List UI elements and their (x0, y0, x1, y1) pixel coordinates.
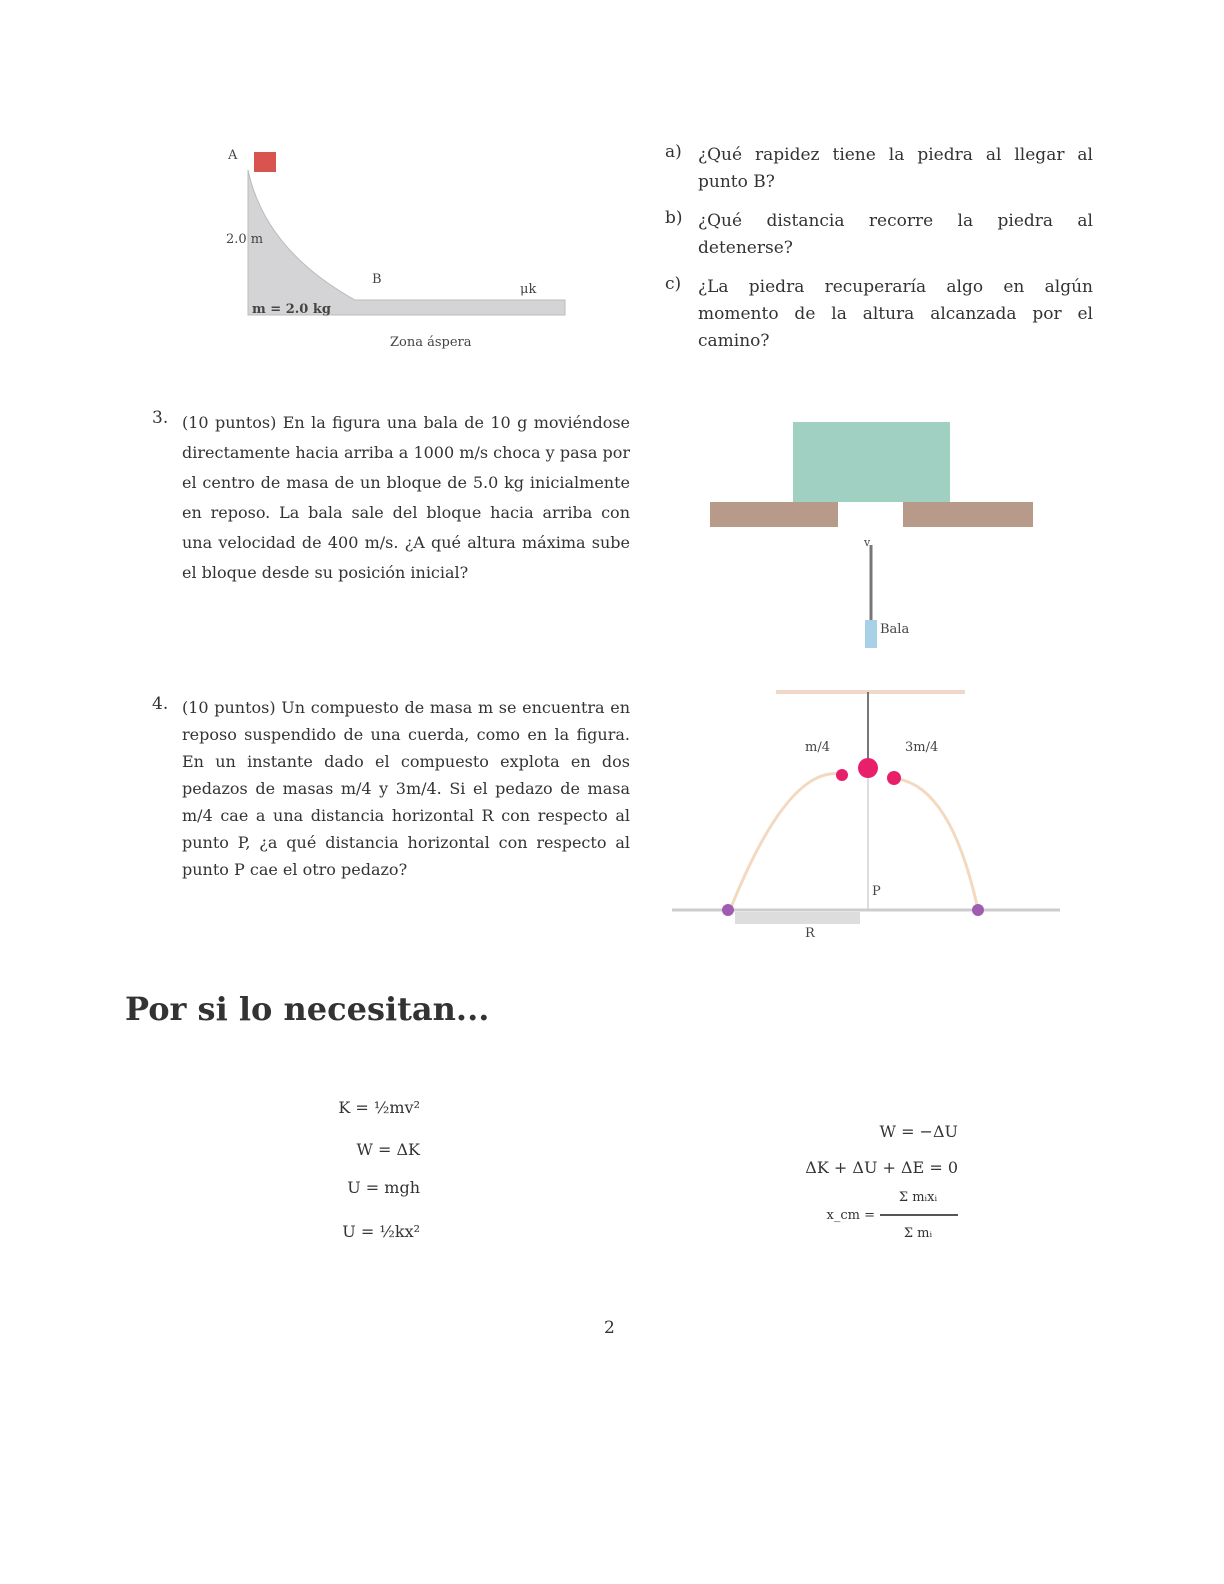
label-zone: Zona áspera (390, 335, 472, 350)
label-friction: μk (520, 282, 537, 297)
label-m2: 3m/4 (905, 740, 939, 755)
formula-denominator: Σ mᵢ (903, 1226, 933, 1241)
label-height: 2.0 m (226, 232, 264, 247)
formula: U = ½kx² (342, 1222, 420, 1241)
figure-bullet-block (710, 422, 1033, 648)
label-p: P (872, 884, 881, 899)
part-text: ¿La piedra recuperaría algo en algún momento de la altura alcanzada por el camino? (698, 277, 1093, 351)
formula: W = ΔK (356, 1140, 420, 1159)
formula: K = ½mv² (338, 1098, 420, 1117)
part-label: b) (665, 208, 683, 228)
formula: ΔK + ΔU + ΔE = 0 (805, 1158, 958, 1177)
part-label: a) (665, 142, 682, 162)
fraction-bar (880, 1214, 958, 1216)
part-text: ¿Qué distancia recorre la piedra al detenerse? (698, 211, 1093, 258)
label-v: v (864, 536, 871, 549)
q3-text: (10 puntos) En la figura una bala de 10 g moviéndose directamente hacia arriba a 1000 m/s choca y pasa por el centro de masa de un bloque de 5.0 kg inicialmente en reposo. La bala sale del bloque hacia arriba con una velocidad de 400 m/s. ¿A qué altura máxima sube el bloque desde su posición inicial? (182, 413, 630, 582)
figure-ramp (248, 152, 565, 315)
page-number: 2 (604, 1318, 615, 1338)
formula-numerator: Σ mᵢxᵢ (898, 1190, 938, 1205)
section-title: Por si lo necesitan... (125, 990, 490, 1028)
label-m1: m/4 (805, 740, 830, 755)
formula-label: x_cm = (826, 1208, 875, 1223)
part-text: ¿Qué rapidez tiene la piedra al llegar al punto B? (698, 145, 1093, 192)
stone-block (254, 152, 276, 172)
label-b: B (372, 272, 382, 287)
formula: U = mgh (347, 1178, 420, 1197)
formula: W = −ΔU (879, 1122, 958, 1141)
part-label: c) (665, 274, 682, 294)
q3-number: 3. (152, 408, 169, 428)
label-mass: m = 2.0 kg (252, 302, 331, 317)
label-r: R (805, 926, 815, 941)
q4-text: (10 puntos) Un compuesto de masa m se encuentra en reposo suspendido de una cuerda, como en la figura. En un instante dado el compuesto explota en dos pedazos de masas m/4 y 3m/4. Si el pedazo de masa m/4 cae a una distancia horizontal R con respecto al punto P, ¿a qué distancia horizontal con respecto al punto P cae el otro pedazo? (182, 698, 630, 879)
q4-number: 4. (152, 694, 169, 714)
label-bullet: Bala (880, 622, 910, 637)
figure-explosion (672, 692, 1060, 924)
label-a: A (228, 148, 238, 163)
